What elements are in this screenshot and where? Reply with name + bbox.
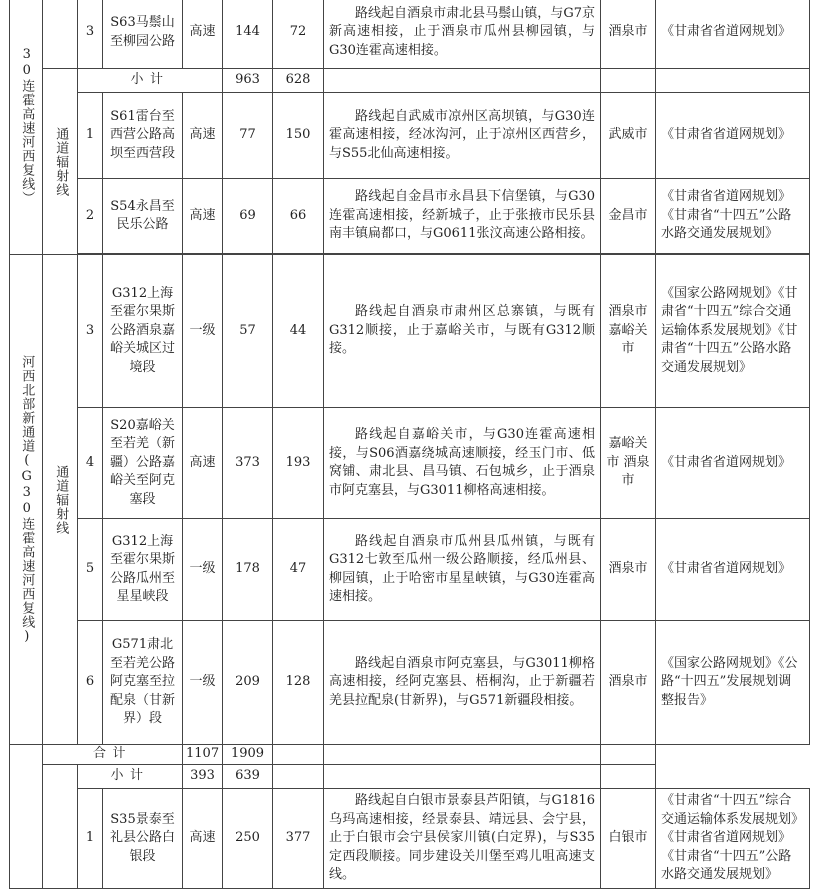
route-description: 路线起自酒泉市肃州区总寨镇，与既有G312顺接，止于嘉峪关市，与既有G312顺接。 <box>324 255 601 408</box>
planning-basis: 《国家公路网规划》《甘肃省“十四五”综合交通运输体系发展规划》《甘肃省“十四五”公路水路交通发展规划》 <box>656 255 810 408</box>
road-length: 69 <box>223 179 273 254</box>
road-investment: 47 <box>273 519 324 621</box>
row-number: 1 <box>78 93 103 179</box>
road-name: S61雷台至西营公路高坝至西营段 <box>103 93 183 179</box>
table-row <box>10 93 810 179</box>
city: 酒泉市 嘉峪关市 <box>601 255 656 408</box>
region-cell: 河西北部新通道(G30连霍高速河西复线) <box>10 255 43 745</box>
row-number: 6 <box>78 621 103 745</box>
road-name: G312上海至霍尔果斯公路瓜州至星星峡段 <box>103 519 183 621</box>
route-description: 路线起自酒泉市肃北县马鬃山镇，与G7京新高速相接，止于酒泉市瓜州县柳园镇，与G30连霍高速相接。 <box>324 0 601 69</box>
subtotal-length: 963 <box>223 69 273 93</box>
table-row <box>10 179 810 254</box>
subgroup-cell <box>43 765 78 889</box>
city: 武威市 <box>601 93 656 179</box>
road-length: 144 <box>223 0 273 69</box>
road-investment: 150 <box>273 93 324 179</box>
row-number: 3 <box>78 0 103 69</box>
subtotal-row <box>10 765 810 789</box>
road-length: 250 <box>223 789 273 889</box>
subtotal-investment: 639 <box>223 765 273 789</box>
subgroup-cell: 通道辐射线 <box>43 69 78 255</box>
subgroup-cell: 通道辐射线 <box>43 255 78 745</box>
road-length: 209 <box>223 621 273 745</box>
road-grade: 高速 <box>183 408 223 519</box>
city: 金昌市 <box>601 179 656 254</box>
empty-cell <box>43 0 78 69</box>
row-number: 1 <box>78 789 103 889</box>
road-plan-table <box>9 0 810 889</box>
table-row <box>10 789 810 889</box>
road-grade: 一级 <box>183 621 223 745</box>
route-description: 路线起自白银市景泰县芦阳镇，与G1816乌玛高速相接，经景泰县、靖远县、会宁县，止于白银市会宁县侯家川镇(白定界)，与S35定西段顺接。同步建设关川堡至鸡儿咀高速支线。 <box>324 789 601 889</box>
road-grade: 高速 <box>183 93 223 179</box>
subtotal-label: 小计 <box>130 72 170 88</box>
subtotal-row <box>10 69 810 93</box>
road-grade: 高速 <box>183 179 223 254</box>
total-investment: 1909 <box>223 745 273 765</box>
road-investment: 44 <box>273 255 324 408</box>
table-row <box>10 519 810 621</box>
road-grade: 高速 <box>183 789 223 889</box>
table-row <box>10 408 810 519</box>
row-number: 4 <box>78 408 103 519</box>
route-description: 路线起自酒泉市阿克塞县，与G3011柳格高速相接，经阿克塞县、梧桐沟，止于新疆若羌县拉配泉(甘新界)，与G571新疆段相接。 <box>324 621 601 745</box>
road-name: S20嘉峪关至若羌（新疆）公路嘉峪关至阿克塞段 <box>103 408 183 519</box>
road-investment: 128 <box>273 621 324 745</box>
planning-basis: 《国家公路网规划》《公路“十四五”发展规划调整报告》 <box>656 621 810 745</box>
planning-basis: 《甘肃省省道网规划》 <box>656 0 810 69</box>
table-row <box>10 621 810 745</box>
city: 白银市 <box>601 789 656 889</box>
planning-basis: 《甘肃省省道网规划》 <box>656 519 810 621</box>
planning-basis: 《甘肃省省道网规划》 <box>656 93 810 179</box>
total-label: 合计 <box>92 746 132 762</box>
region-cell: 30连霍高速河西复线） <box>10 0 43 255</box>
route-description: 路线起自酒泉市瓜州县瓜州镇，与既有G312七敦至瓜州一级公路顺接，经瓜州县、柳园镇，止于哈密市星星峡镇，与G30连霍高速相接。 <box>324 519 601 621</box>
row-number: 2 <box>78 179 103 254</box>
road-grade: 一级 <box>183 519 223 621</box>
planning-basis: 《甘肃省省道网规划》 <box>656 408 810 519</box>
road-length: 178 <box>223 519 273 621</box>
road-grade: 高速 <box>183 0 223 69</box>
route-description: 路线起自武威市凉州区高坝镇，与G30连霍高速相接，经冰沟河，止于凉州区西营乡，与S55北仙高速相接。 <box>324 93 601 179</box>
road-investment: 377 <box>273 789 324 889</box>
road-investment: 193 <box>273 408 324 519</box>
table-row <box>10 0 810 69</box>
total-row <box>10 745 810 765</box>
road-name: S54永昌至民乐公路 <box>103 179 183 254</box>
row-number: 5 <box>78 519 103 621</box>
route-description: 路线起自嘉峪关市，与G30连霍高速相接，与S06酒嘉绕城高速顺接，经玉门市、低窝铺、肃北县、昌马镇、石包城乡，止于酒泉市阿克塞县，与G3011柳格高速相接。 <box>324 408 601 519</box>
planning-basis: 《甘肃省省道网规划》《甘肃省“十四五”公路水路交通发展规划》 <box>656 179 810 254</box>
planning-basis: 《甘肃省“十四五”综合交通运输体系发展规划》《甘肃省省道网规划》《甘肃省“十四五”公路水路交通发展规划》 <box>656 789 810 889</box>
subtotal-investment: 628 <box>273 69 324 93</box>
road-length: 57 <box>223 255 273 408</box>
road-name: S63马鬃山至柳园公路 <box>103 0 183 69</box>
city: 酒泉市 <box>601 519 656 621</box>
subtotal-length: 393 <box>183 765 223 789</box>
road-investment: 72 <box>273 0 324 69</box>
road-investment: 66 <box>273 179 324 254</box>
road-name: G571肃北至若羌公路阿克塞至拉配泉（甘新界）段 <box>103 621 183 745</box>
total-length: 1107 <box>183 745 223 765</box>
road-grade: 一级 <box>183 255 223 408</box>
road-length: 373 <box>223 408 273 519</box>
region-cell <box>10 745 43 889</box>
route-description: 路线起自金昌市永昌县下信堡镇，与G30连霍高速相接，经新城子，止于张掖市民乐县南丰镇扁都口，与G0611张汶高速公路相接。 <box>324 179 601 254</box>
road-name: G312上海至霍尔果斯公路酒泉嘉峪关城区过境段 <box>103 255 183 408</box>
city: 酒泉市 <box>601 0 656 69</box>
city: 酒泉市 <box>601 621 656 745</box>
road-name: S35景泰至礼县公路白银段 <box>103 789 183 889</box>
road-length: 77 <box>223 93 273 179</box>
subtotal-label: 小计 <box>110 768 150 784</box>
table-row <box>10 255 810 408</box>
city: 嘉峪关市 酒泉市 <box>601 408 656 519</box>
row-number: 3 <box>78 255 103 408</box>
